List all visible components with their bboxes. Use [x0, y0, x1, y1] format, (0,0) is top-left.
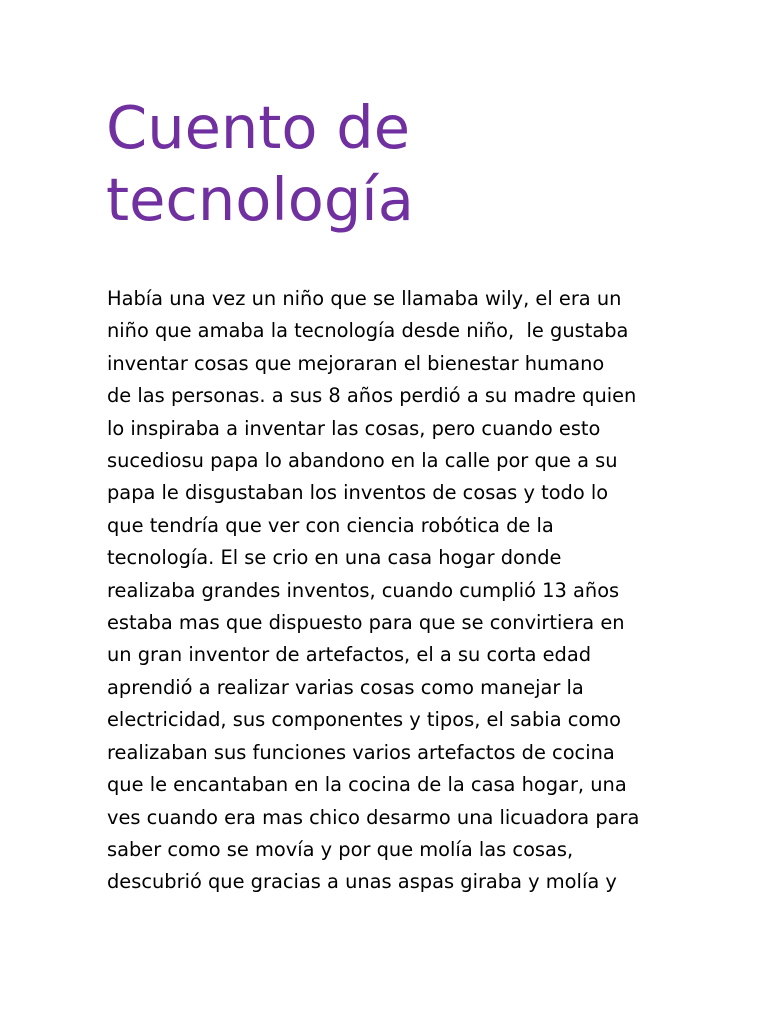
body-line: realizaba grandes inventos, cuando cumplió 13 años — [107, 578, 620, 602]
body-line: saber como se movía y por que molía las cosas, — [107, 837, 574, 861]
body-line: descubrió que gracias a unas aspas giraba y molía y — [107, 870, 617, 894]
body-line: lo inspiraba a inventar las cosas, pero cuando esto — [107, 416, 601, 440]
body-line: de las personas. a sus 8 años perdió a su madre quien — [107, 384, 637, 408]
body-line: ves cuando era mas chico desarmo una licuadora para — [107, 805, 640, 829]
body-line: electricidad, sus componentes y tipos, el sabia como — [107, 708, 622, 732]
document-body — [107, 283, 727, 899]
body-line: que le encantaban en la cocina de la casa hogar, una — [107, 773, 627, 797]
title-line: Cuento de — [106, 93, 411, 162]
body-line: realizaban sus funciones varios artefactos de cocina — [107, 740, 615, 764]
body-line: niño que amaba la tecnología desde niño, le gustaba — [107, 319, 629, 343]
body-line: aprendió a realizar varias cosas como manejar la — [107, 675, 584, 699]
body-line: estaba mas que dispuesto para que se convirtiera en — [107, 611, 625, 635]
body-line: inventar cosas que mejoraran el bienestar humano — [107, 351, 605, 375]
body-line: tecnología. El se crio en una casa hogar donde — [107, 546, 562, 570]
body-line: sucediosu papa lo abandono en la calle por que a su — [107, 449, 618, 473]
body-line: Había una vez un niño que se llamaba wily, el era un — [107, 287, 622, 310]
body-line: que tendría que ver con ciencia robótica de la — [107, 513, 554, 537]
document-title — [106, 92, 706, 236]
title-line: tecnología — [106, 165, 414, 234]
body-line: un gran inventor de artefactos, el a su corta edad — [107, 643, 592, 667]
body-line: papa le disgustaban los inventos de cosas y todo lo — [107, 481, 609, 505]
